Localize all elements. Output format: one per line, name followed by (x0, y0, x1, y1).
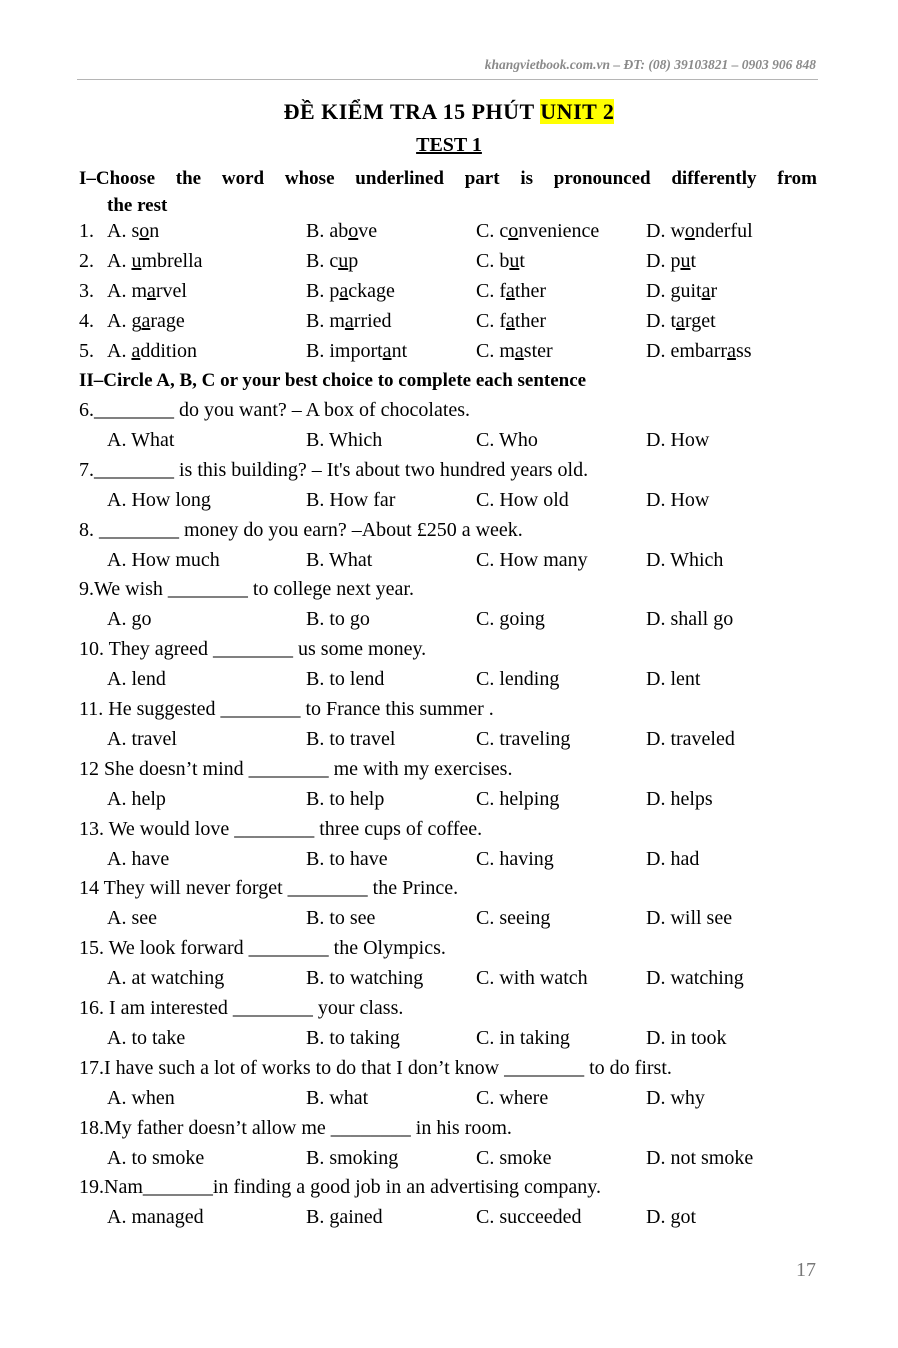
answer-options (0, 429, 898, 459)
header-site-info: khangvietbook.com.vn – ĐT: (08) 39103821 – 0903 906 848 (484, 57, 816, 72)
option-d[interactable]: D. put (646, 250, 697, 272)
option-c[interactable]: C. How many (476, 548, 588, 571)
option-d[interactable]: D. How (646, 488, 710, 511)
option-d[interactable]: D. not smoke (646, 1146, 754, 1169)
option-a[interactable]: A. have (107, 847, 170, 870)
option-a[interactable]: A. see (107, 907, 157, 930)
question-stem: 8. ________ money do you earn? –About £250 a week. (79, 518, 523, 541)
title-highlight: UNIT 2 (540, 99, 615, 124)
option-c[interactable]: C. master (476, 340, 553, 362)
answer-options (0, 1087, 898, 1117)
option-a[interactable]: A. lend (107, 668, 166, 691)
option-d[interactable]: D. Which (646, 548, 724, 571)
option-d[interactable]: D. will see (646, 907, 733, 930)
option-d[interactable]: D. embarrass (646, 340, 752, 362)
option-a[interactable]: A. addition (107, 340, 198, 362)
option-a[interactable]: A. managed (107, 1206, 204, 1229)
page-title (0, 99, 898, 125)
section2-heading: II–Circle A, B, C or your best choice to complete each sentence (79, 370, 587, 391)
question-stem: 13. We would love ________ three cups of coffee. (79, 817, 483, 840)
pronunciation-question (0, 250, 898, 280)
question-stem: 12 She doesn’t mind ________ me with my exercises. (79, 757, 513, 780)
pronunciation-question (0, 220, 898, 250)
option-c[interactable]: C. succeeded (476, 1206, 582, 1229)
option-c[interactable]: C. convenience (476, 220, 600, 242)
option-c[interactable]: C. where (476, 1086, 549, 1109)
option-d[interactable]: D. helps (646, 787, 713, 810)
option-b[interactable]: B. to help (306, 787, 385, 810)
option-c[interactable]: C. seeing (476, 907, 551, 930)
option-b[interactable]: B. to lend (306, 668, 385, 691)
option-c[interactable]: C. lending (476, 668, 560, 691)
option-c[interactable]: C. smoke (476, 1146, 552, 1169)
option-d[interactable]: D. got (646, 1206, 696, 1229)
option-b[interactable]: B. above (306, 220, 378, 242)
option-d[interactable]: D. guitar (646, 280, 718, 302)
option-d[interactable]: D. lent (646, 668, 701, 691)
answer-options (0, 728, 898, 758)
question-stem: 10. They agreed ________ us some money. (79, 638, 427, 661)
option-a[interactable]: A. to take (107, 1027, 186, 1049)
test-subtitle: TEST 1 (416, 134, 482, 156)
answer-options (0, 1206, 898, 1236)
option-c[interactable]: C. but (476, 250, 525, 272)
option-c[interactable]: C. with watch (476, 967, 588, 990)
pronunciation-question (0, 340, 898, 370)
option-b[interactable]: B. married (306, 310, 392, 332)
option-c[interactable]: C. going (476, 608, 545, 631)
option-c[interactable]: C. How old (476, 488, 569, 511)
option-d[interactable]: D. wonderful (646, 220, 753, 242)
option-b[interactable]: B. How far (306, 488, 396, 511)
answer-options (0, 848, 898, 878)
answer-options (0, 788, 898, 818)
option-b[interactable]: B. what (306, 1086, 369, 1109)
option-d[interactable]: D. in took (646, 1027, 727, 1049)
option-d[interactable]: D. shall go (646, 608, 734, 631)
option-c[interactable]: C. helping (476, 787, 560, 810)
question-number: 2. (79, 250, 94, 272)
question-stem: 16. I am interested ________ your class. (79, 997, 404, 1019)
option-a[interactable]: A. umbrella (107, 250, 203, 272)
question-stem: 17.I have such a lot of works to do that I don’t know ________ to do first. (79, 1056, 672, 1079)
option-b[interactable]: B. gained (306, 1206, 383, 1229)
question-stem: 7.________ is this building? – It's about two hundred years old. (79, 458, 589, 481)
title-main: ĐỀ KIỂM TRA 15 PHÚT (283, 99, 535, 124)
section1-heading-line2: the rest (107, 195, 168, 216)
option-c[interactable]: C. father (476, 310, 546, 332)
option-a[interactable]: A. What (107, 429, 175, 451)
answer-options (0, 549, 898, 579)
question-stem: 11. He suggested ________ to France this summer . (79, 698, 494, 720)
question-number: 4. (79, 310, 94, 332)
option-b[interactable]: B. to see (306, 907, 376, 930)
answer-options (0, 907, 898, 937)
option-a[interactable]: A. to smoke (107, 1146, 205, 1169)
option-a[interactable]: A. help (107, 787, 166, 810)
option-b[interactable]: B. What (306, 548, 373, 571)
option-a[interactable]: A. son (107, 220, 160, 242)
question-stem: 18.My father doesn’t allow me ________ in his room. (79, 1116, 512, 1139)
option-c[interactable]: C. Who (476, 429, 538, 451)
pronunciation-question (0, 280, 898, 310)
option-a[interactable]: A. travel (107, 728, 177, 750)
answer-options (0, 608, 898, 638)
answer-options (0, 1147, 898, 1177)
option-d[interactable]: D. watching (646, 967, 744, 990)
option-b[interactable]: B. Which (306, 429, 383, 451)
answer-options (0, 1027, 898, 1057)
option-b[interactable]: B. smoking (306, 1146, 399, 1169)
option-b[interactable]: B. to travel (306, 728, 396, 750)
option-c[interactable]: C. father (476, 280, 546, 302)
option-d[interactable]: D. How (646, 429, 710, 451)
question-stem: 9.We wish ________ to college next year. (79, 578, 414, 601)
answer-options (0, 967, 898, 997)
option-a[interactable]: A. marvel (107, 280, 187, 302)
pronunciation-question (0, 310, 898, 340)
answer-options (0, 489, 898, 519)
option-b[interactable]: B. cup (306, 250, 359, 272)
option-a[interactable]: A. when (107, 1086, 175, 1109)
option-a[interactable]: A. How much (107, 548, 220, 571)
option-d[interactable]: D. target (646, 310, 716, 332)
option-a[interactable]: A. at watching (107, 967, 225, 990)
question-number: 5. (79, 340, 94, 362)
option-c[interactable]: C. traveling (476, 728, 571, 750)
option-a[interactable]: A. go (107, 608, 152, 631)
option-b[interactable]: B. to go (306, 608, 370, 631)
page-number: 17 (796, 1259, 816, 1281)
option-b[interactable]: B. to taking (306, 1027, 400, 1049)
question-stem: 6.________ do you want? – A box of chocolates. (79, 399, 471, 421)
question-stem: 14 They will never forget ________ the Prince. (79, 877, 459, 900)
option-d[interactable]: D. why (646, 1086, 705, 1109)
option-b[interactable]: B. to watching (306, 967, 424, 990)
question-number: 1. (79, 220, 94, 242)
section1-heading-line1: I–Choose the word whose underlined part is pronounced differently from (79, 168, 817, 189)
option-b[interactable]: B. package (306, 280, 395, 302)
answer-options (0, 668, 898, 698)
option-a[interactable]: A. How long (107, 488, 211, 511)
option-c[interactable]: C. in taking (476, 1027, 570, 1049)
option-c[interactable]: C. having (476, 847, 554, 870)
question-stem: 15. We look forward ________ the Olympics. (79, 937, 446, 960)
option-a[interactable]: A. garage (107, 310, 185, 332)
question-number: 3. (79, 280, 94, 302)
question-stem: 19.Nam_______in finding a good job in an advertising company. (79, 1176, 601, 1199)
section1-heading (79, 165, 817, 219)
option-d[interactable]: D. had (646, 847, 700, 870)
option-b[interactable]: B. important (306, 340, 408, 362)
header-divider (77, 79, 818, 80)
option-b[interactable]: B. to have (306, 847, 388, 870)
option-d[interactable]: D. traveled (646, 728, 735, 750)
